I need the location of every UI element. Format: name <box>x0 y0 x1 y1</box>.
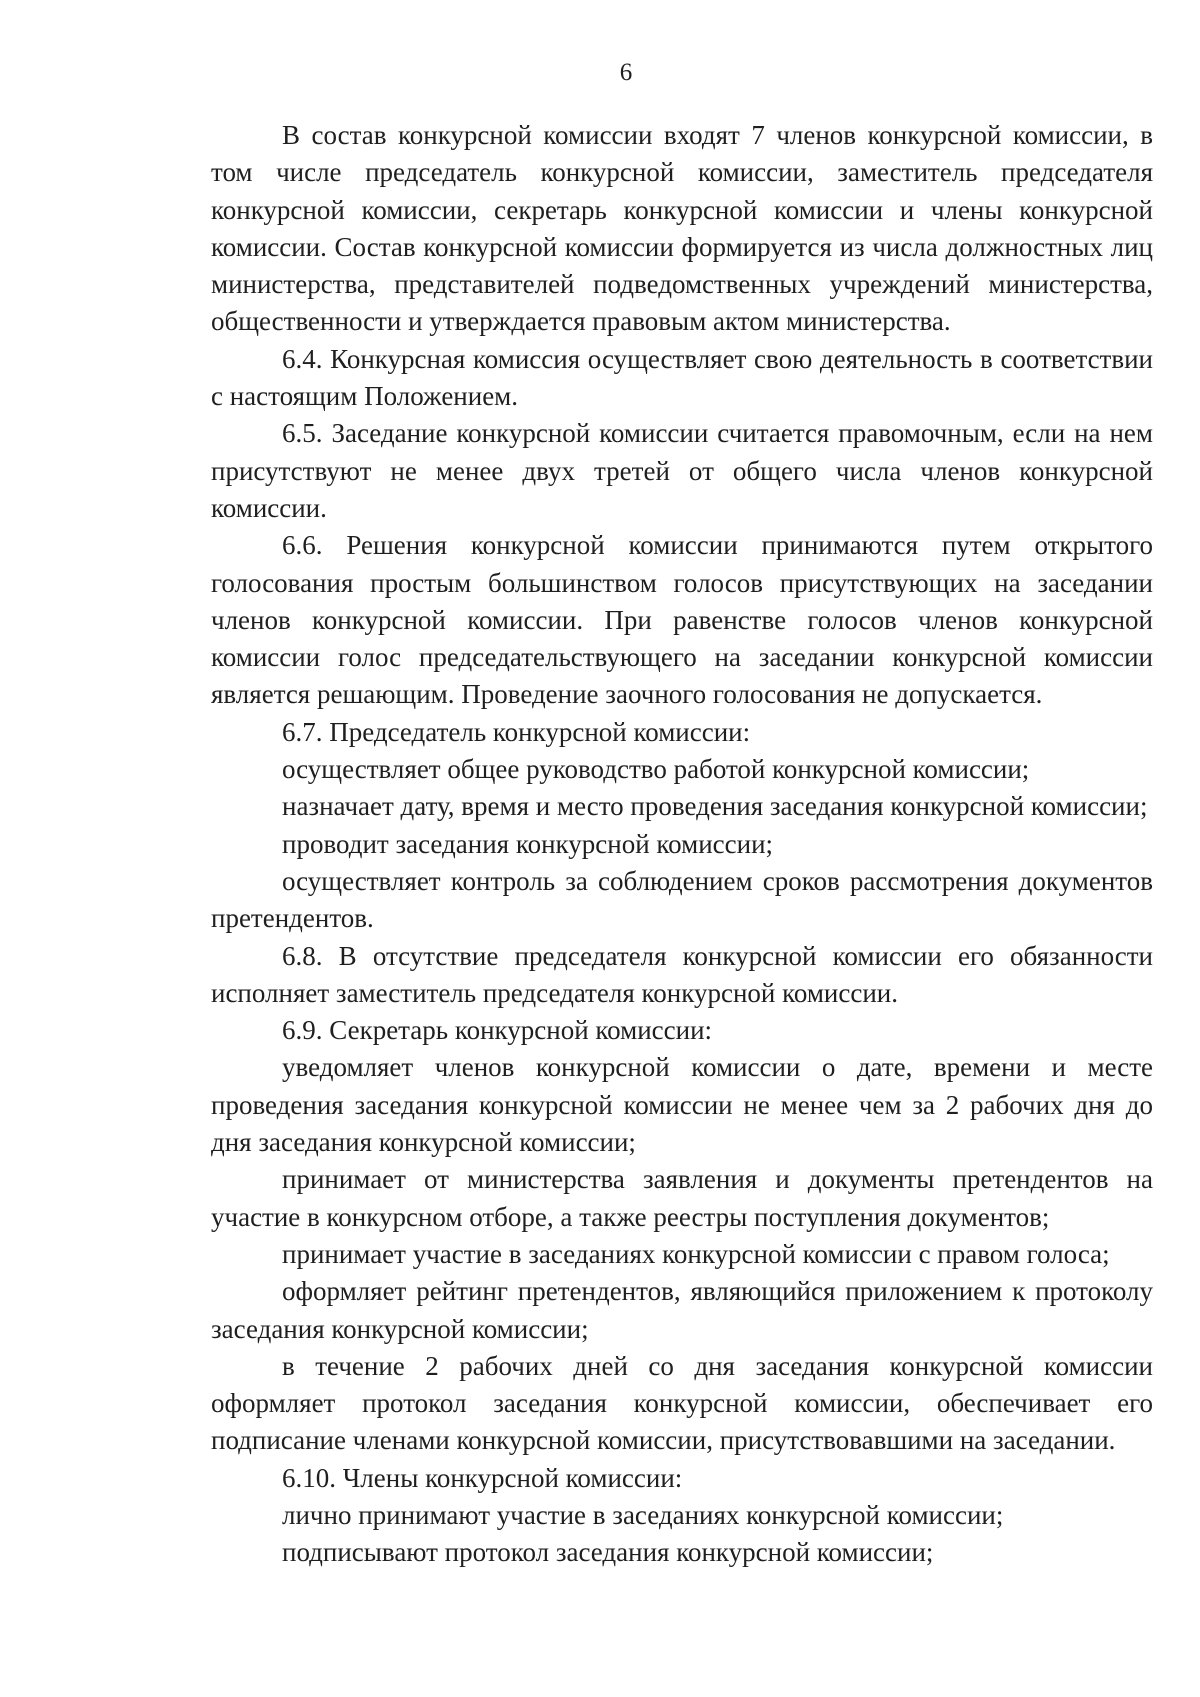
document-body <box>211 117 1153 1572</box>
paragraph-6-6: 6.6. Решения конкурсной комиссии принимаются путем открытого голосования простым большинством голосов присутствующих на заседании членов конкурсной комиссии. При равенстве голосов членов конкурсной комиссии голос председательствующего на заседании конкурсной комиссии является решающим. Проведение заочного голосования не допускается. <box>211 530 1153 710</box>
list-item-chair-3: проводит заседания конкурсной комиссии; <box>282 828 774 859</box>
paragraph-6-5: 6.5. Заседание конкурсной комиссии считается правомочным, если на нем присутствуют не менее двух третей от общего числа членов конкурсной комиссии. <box>211 418 1153 523</box>
list-item-members-1: лично принимают участие в заседаниях конкурсной комиссии; <box>282 1499 1004 1530</box>
list-item-secretary-2: принимает от министерства заявления и документы претендентов на участие в конкурсном отборе, а также реестры поступления документов; <box>211 1164 1153 1232</box>
list-item-chair-1: осуществляет общее руководство работой конкурсной комиссии; <box>282 754 1030 785</box>
list-item-chair-4: осуществляет контроль за соблюдением сроков рассмотрения документов претендентов. <box>211 865 1153 934</box>
list-item-secretary-5: в течение 2 рабочих дней со дня заседания конкурсной комиссии оформляет протокол заседания конкурсной комиссии, обеспечивает его подписание членами конкурсной комиссии, присутствовавшими на заседании. <box>211 1350 1153 1456</box>
list-item-secretary-3: принимает участие в заседаниях конкурсной комиссии с правом голоса; <box>282 1238 1110 1269</box>
paragraph-6-4: 6.4. Конкурсная комиссия осуществляет свою деятельность в соответствии с настоящим Положением. <box>211 343 1153 412</box>
list-item-members-2: подписывают протокол заседания конкурсной комиссии; <box>282 1537 934 1568</box>
paragraph-6-8: 6.8. В отсутствие председателя конкурсной комиссии его обязанности исполняет заместитель председателя конкурсной комиссии. <box>211 940 1153 1008</box>
paragraph-6-9: 6.9. Секретарь конкурсной комиссии: <box>282 1015 713 1046</box>
list-item-secretary-1: уведомляет членов конкурсной комиссии о дате, времени и месте проведения заседания конкурсной комиссии не менее чем за 2 рабочих дня до дня заседания конкурсной комиссии; <box>211 1052 1153 1158</box>
list-item-chair-2: назначает дату, время и место проведения заседания конкурсной комиссии; <box>282 791 1148 822</box>
list-item-secretary-4: оформляет рейтинг претендентов, являющийся приложением к протоколу заседания конкурсной комиссии; <box>211 1276 1153 1344</box>
page-number: 6 <box>619 59 633 86</box>
paragraph-6-10: 6.10. Члены конкурсной комиссии: <box>282 1462 683 1493</box>
paragraph-6-7: 6.7. Председатель конкурсной комиссии: <box>282 716 751 747</box>
paragraph-commission-composition: В состав конкурсной комиссии входят 7 членов конкурсной комиссии, в том числе председатель конкурсной комиссии, заместитель председателя конкурсной комиссии, секретарь конкурсной комиссии и члены конкурсной комиссии. Состав конкурсной комиссии формируется из числа должностных лиц министерства, представителей подведомственных учреждений министерства, общественности и утверждается правовым актом министерства. <box>211 120 1153 337</box>
